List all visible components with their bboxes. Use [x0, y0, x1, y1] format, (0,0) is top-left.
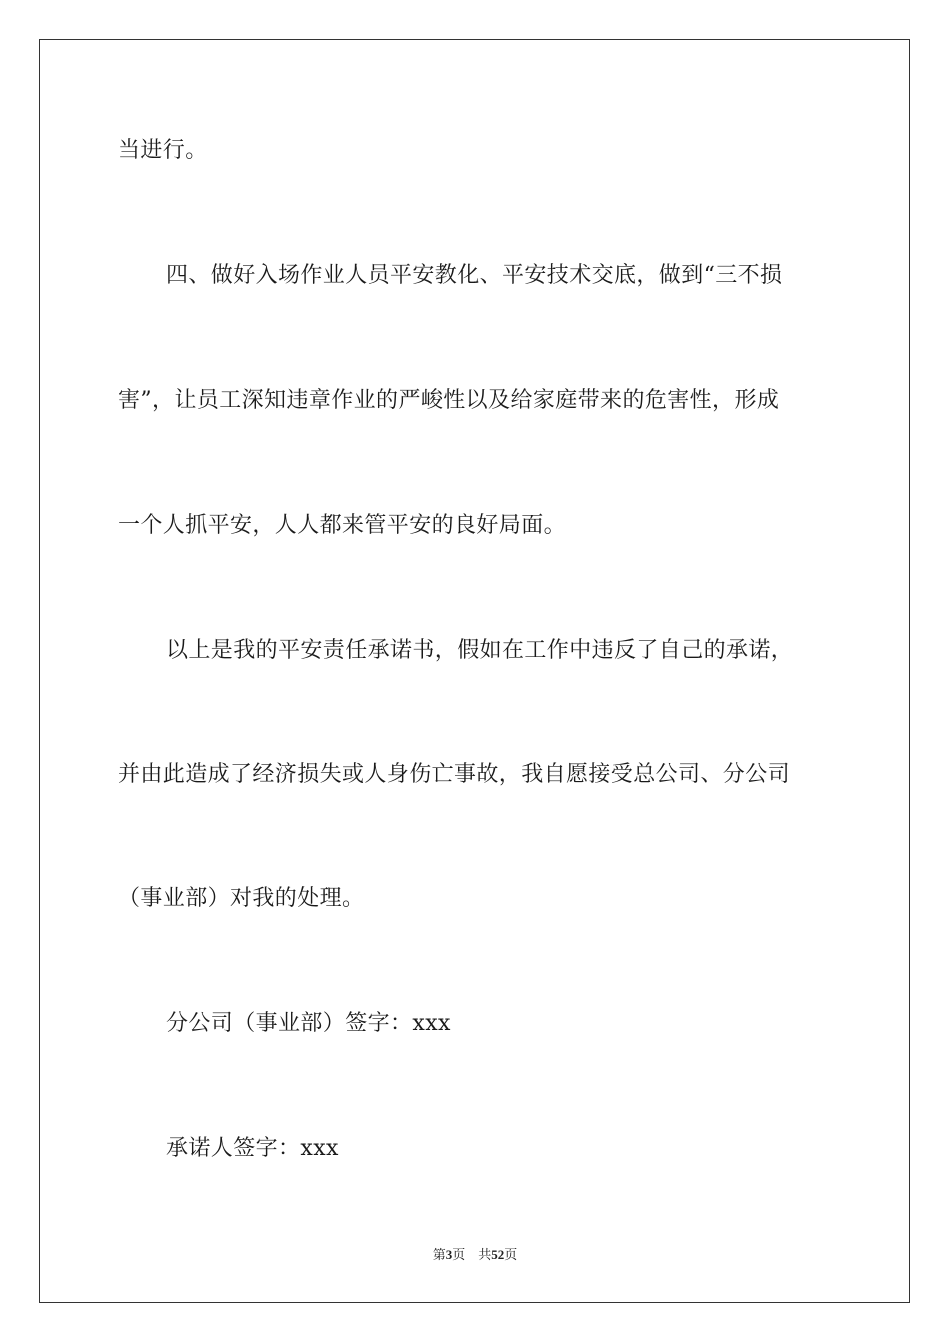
footer-page-current: 3 [445, 1247, 453, 1262]
page-frame [39, 39, 910, 1303]
signature-promisor: 承诺人签字：xxx [166, 1136, 339, 1161]
signature-branch: 分公司（事业部）签字：xxx [166, 1011, 451, 1036]
footer-suffix: 页 [504, 1248, 518, 1263]
text-line-6: 并由此造成了经济损失或人身伤亡事故，我自愿接受总公司、分公司 [118, 762, 791, 787]
text-line-1: 当进行。 [118, 138, 208, 163]
text-line-4: 一个人抓平安，人人都来管平安的良好局面。 [118, 513, 567, 538]
page-footer [0, 1247, 950, 1264]
text-line-7: （事业部）对我的处理。 [118, 886, 365, 911]
text-line-2: 四、做好入场作业人员平安教化、平安技术交底，做到“三不损 [166, 263, 783, 288]
footer-mid: 页 共 [452, 1248, 492, 1263]
footer-prefix: 第 [432, 1248, 446, 1263]
text-line-3: 害”，让员工深知违章作业的严峻性以及给家庭带来的危害性，形成 [118, 388, 780, 413]
footer-page-total: 52 [491, 1247, 505, 1262]
text-line-5: 以上是我的平安责任承诺书，假如在工作中违反了自己的承诺， [166, 638, 794, 663]
